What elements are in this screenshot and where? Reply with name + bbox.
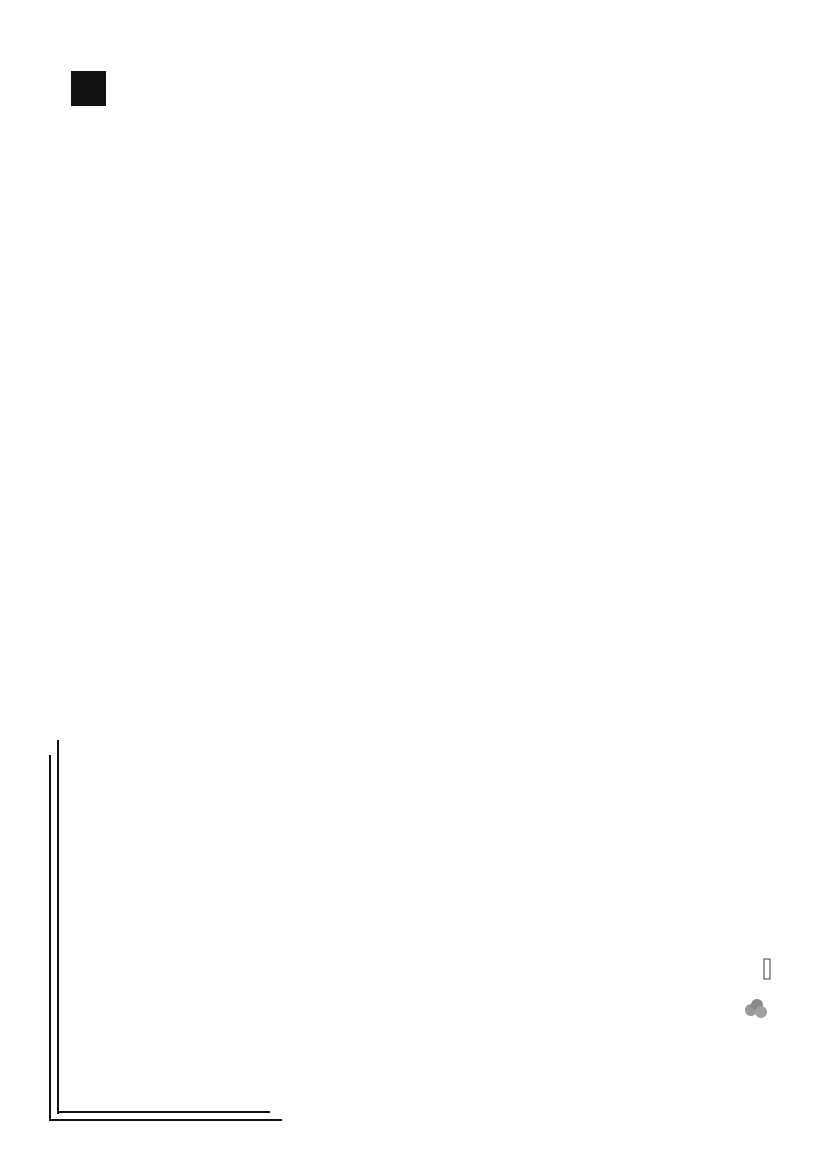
frame-line-outer-horizontal xyxy=(49,1119,282,1121)
publisher-logo xyxy=(742,955,772,1025)
frame-line-outer-vertical xyxy=(49,755,51,1121)
frame-line-inner-vertical xyxy=(57,740,59,1114)
frame-line-inner-horizontal xyxy=(57,1111,270,1113)
section-number xyxy=(71,71,106,106)
